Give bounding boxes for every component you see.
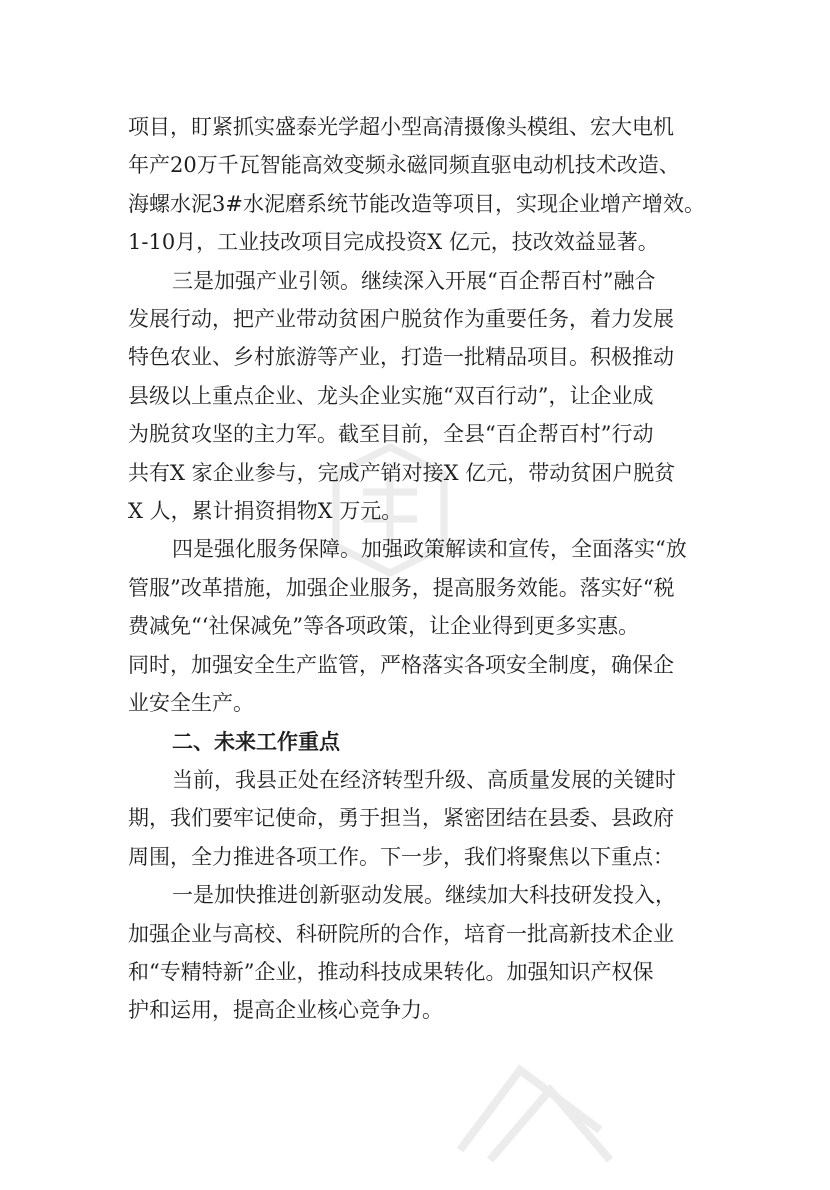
text-line: 加强企业与高校、科研院所的合作，培育一批高新技术企业 [128, 921, 674, 946]
text-line: 和“专精特新”企业，推动科技成果转化。加强知识产权保 [128, 959, 654, 984]
text-line: 业安全生产。 [128, 691, 254, 716]
section-heading: 二、未来工作重点 [172, 729, 340, 754]
watermark-logo-icon [420, 1030, 640, 1190]
text-line: 项目，盯紧抓实盛泰光学超小型高清摄像头模组、宏大电机 [128, 115, 674, 139]
text-line: 周围，全力推进各项工作。下一步，我们将聚焦以下重点： [128, 844, 674, 869]
text-line: 护和运用，提高企业核心竞争力。 [128, 998, 443, 1023]
paragraph-innovation-driven [128, 876, 708, 1030]
text-line: 期，我们要牢记使命，勇于担当，紧密团结在县委、县政府 [128, 806, 674, 831]
text-line: 为脱贫攻坚的主力军。截至目前，全县“百企帮百村”行动 [128, 422, 654, 447]
text-line: 当前，我县正处在经济转型升级、高质量发展的关键时 [172, 767, 676, 792]
text-line: 海螺水泥3#水泥磨系统节能改造等项目，实现企业增产增效。 [128, 191, 705, 216]
text-line: 同时，加强安全生产监管，严格落实各项安全制度，确保企 [128, 652, 674, 677]
text-line: 费减免“‘社保减免”等各项政策，让企业得到更多实惠。 [128, 614, 640, 639]
text-line: 管服”改革措施，加强企业服务，提高服务效能。落实好“税 [128, 575, 675, 600]
text-line: 共有X 家企业参与，完成产销对接X 亿元，带动贫困户脱贫 [128, 460, 676, 485]
document-body [128, 108, 708, 1030]
text-line: 一是加快推进创新驱动发展。继续加大科技研发投入， [172, 883, 676, 908]
paragraph-service-guarantee [128, 530, 708, 722]
text-line: 四是强化服务保障。加强政策解读和宣传，全面落实“放 [172, 537, 687, 562]
text-line: 特色农业、乡村旅游等产业，打造一批精品项目。积极推动 [128, 345, 674, 370]
text-line: 年产20万千瓦智能高效变频永磁同频直驱电动机技术改造、 [128, 153, 680, 178]
paragraph-current-situation [128, 761, 708, 876]
text-line: 三是加强产业引领。继续深入开展“百企帮百村”融合 [172, 268, 656, 293]
paragraph-industry-leadership [128, 262, 708, 531]
text-line: X 人，累计捐资捐物X 万元。 [128, 499, 403, 524]
paragraph-industrial-upgrade-continued [128, 108, 708, 262]
text-line: 发展行动，把产业带动贫困户脱贫作为重要任务，着力发展 [128, 307, 674, 332]
text-line: 1-10月，工业技改项目完成投资X 亿元，技改效益显著。 [128, 230, 659, 255]
text-line: 县级以上重点企业、龙头企业实施“双百行动”，让企业成 [128, 383, 654, 408]
